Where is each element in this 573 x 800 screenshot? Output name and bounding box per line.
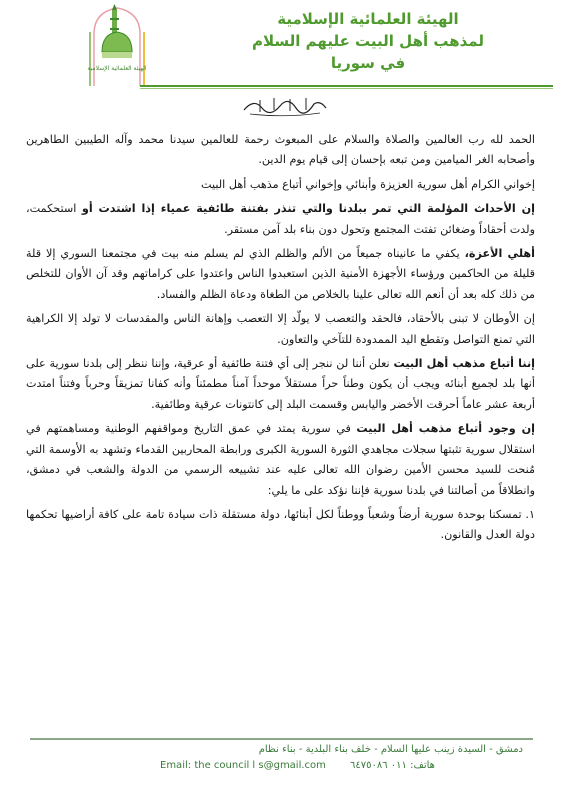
phone-value: ٠١١ ٦٤٧٥٠٨٦ [350, 760, 407, 771]
paragraph-lead: أهلي الأعزة، [464, 247, 535, 261]
phone-label: هاتف: [410, 760, 435, 771]
letter-body [26, 130, 535, 550]
paragraph-lead: إن وجود أتباع مذهب أهل البيت [356, 422, 535, 436]
paragraph-greeting [26, 175, 535, 195]
paragraph-text: في سورية يمتد في عمق التاريخ ومواقفهم الوطنية ومساهمتهم في استقلال سورية تثبتها سجلات مجاهدي الثورة السورية الكبرى ورابطة المحاربين القدماء وتشهد به الأوسمة التي مُنحت للسيد محسن الأمين رضوان الله تعالى عليه عند تشييعه الرسمي من الدولة والشعب في دمشق، وانطلاقاً من أصالتنا في بلدنا سورية فإننا نؤكد على ما يلي: [26, 422, 535, 497]
paragraph-history [26, 419, 535, 501]
organization-logo [84, 4, 150, 90]
paragraph-text: إخواني الكرام أهل سورية العزيزة وأبنائي وإخواني أتباع مذهب أهل البيت [201, 177, 535, 191]
org-name-line2: لمذهب أهل البيت عليهم السلام [252, 32, 484, 50]
basmala-calligraphy-icon [240, 92, 330, 118]
paragraph-declaration [26, 354, 535, 415]
paragraph-nations [26, 309, 535, 350]
org-name-line1: الهيئة العلمائية الإسلامية [277, 10, 459, 28]
paragraph-lead: إننا أتباع مذهب أهل البيت [393, 357, 535, 371]
paragraph-point-1 [26, 505, 535, 546]
paragraph-praise [26, 130, 535, 171]
footer-divider [30, 738, 533, 740]
paragraph-text: نعلن أننا لن ننجر إلى أي فتنة طائفية أو عرقية، وإننا ننظر إلى بلدنا سورية على أنها بلد لجميع أبنائه ويجب أن يكون وطناً حراً مستقلاً موحداً آمناً مطمئناً وأنه كفانا تمزيقاً وحرباً وفتناً امتدت أربعة عشر عاماً أحرقت الأخضر واليابس وقسمت البلد إلى كانتونات عرقية وطائفية. [26, 357, 535, 411]
mosque-dome-icon [84, 4, 150, 90]
paragraph-text: يكفي ما عانيناه جميعاً من الألم والظلم الذي لم يسلم منه بيت في مجتمعنا السوري إلا قلة قليلة من الحاكمين ورؤساء الأجهزة الأمنية الذين استعبدوا الناس واعتدوا على كراماتهم وقد آن الأوان للتخلص من ذلك كله بعد أن أنعم الله تعالى علينا بالخلاص من الطغاة ودعاة الظلم والفساد. [26, 247, 535, 301]
email-label: Email: [160, 760, 192, 771]
footer-email [160, 760, 326, 771]
org-name-line3: في سوريا [330, 54, 406, 72]
logo-caption: الهيئة العلمائية الإسلامية [87, 65, 147, 72]
paragraph-family [26, 244, 535, 305]
letterhead [0, 0, 573, 92]
letter-footer [30, 738, 533, 788]
paragraph-text: إن الأوطان لا تبنى بالأحقاد، فالحقد والتعصب لا يولّد إلا التعصب وإهانة الناس والمقدسات لا تولد إلا الكراهية التي تمنع التواصل وتقطع اليد الممدودة للتآخي والتعاون. [26, 312, 535, 346]
header-divider [140, 85, 553, 90]
paragraph-events [26, 199, 535, 240]
paragraph-lead: إن الأحداث المؤلمة التي تمر ببلدنا والتي تنذر بفتنة طائفية عمياء إذا اشتدت أو [81, 202, 535, 216]
footer-address: دمشق - السيدة زينب عليها السلام - خلف بناء البلدية - بناء نظام [258, 744, 523, 755]
paragraph-text: ١. تمسكنا بوحدة سورية أرضاً وشعباً ووطناً لكل أبنائها، دولة مستقلة ذات سيادة تامة على كافة أراضيها تحكمها دولة العدل والقانون. [26, 507, 535, 542]
organization-title [203, 8, 533, 74]
email-value: the council l s@gmail.com [194, 760, 326, 771]
paragraph-text: استحكمت، ولدت أحقاداً وضغائن تفتت المجتمع وتحول دون بناء بلد آمن مستقر. [26, 202, 535, 236]
paragraph-text: الحمد لله رب العالمين والصلاة والسلام على المبعوث رحمة للعالمين سيدنا محمد وآله الطيبين الطاهرين وأصحابه الغر الميامين ومن تبعه بإحسان إلى قيام يوم الدين. [26, 133, 535, 167]
footer-phone [350, 760, 435, 771]
